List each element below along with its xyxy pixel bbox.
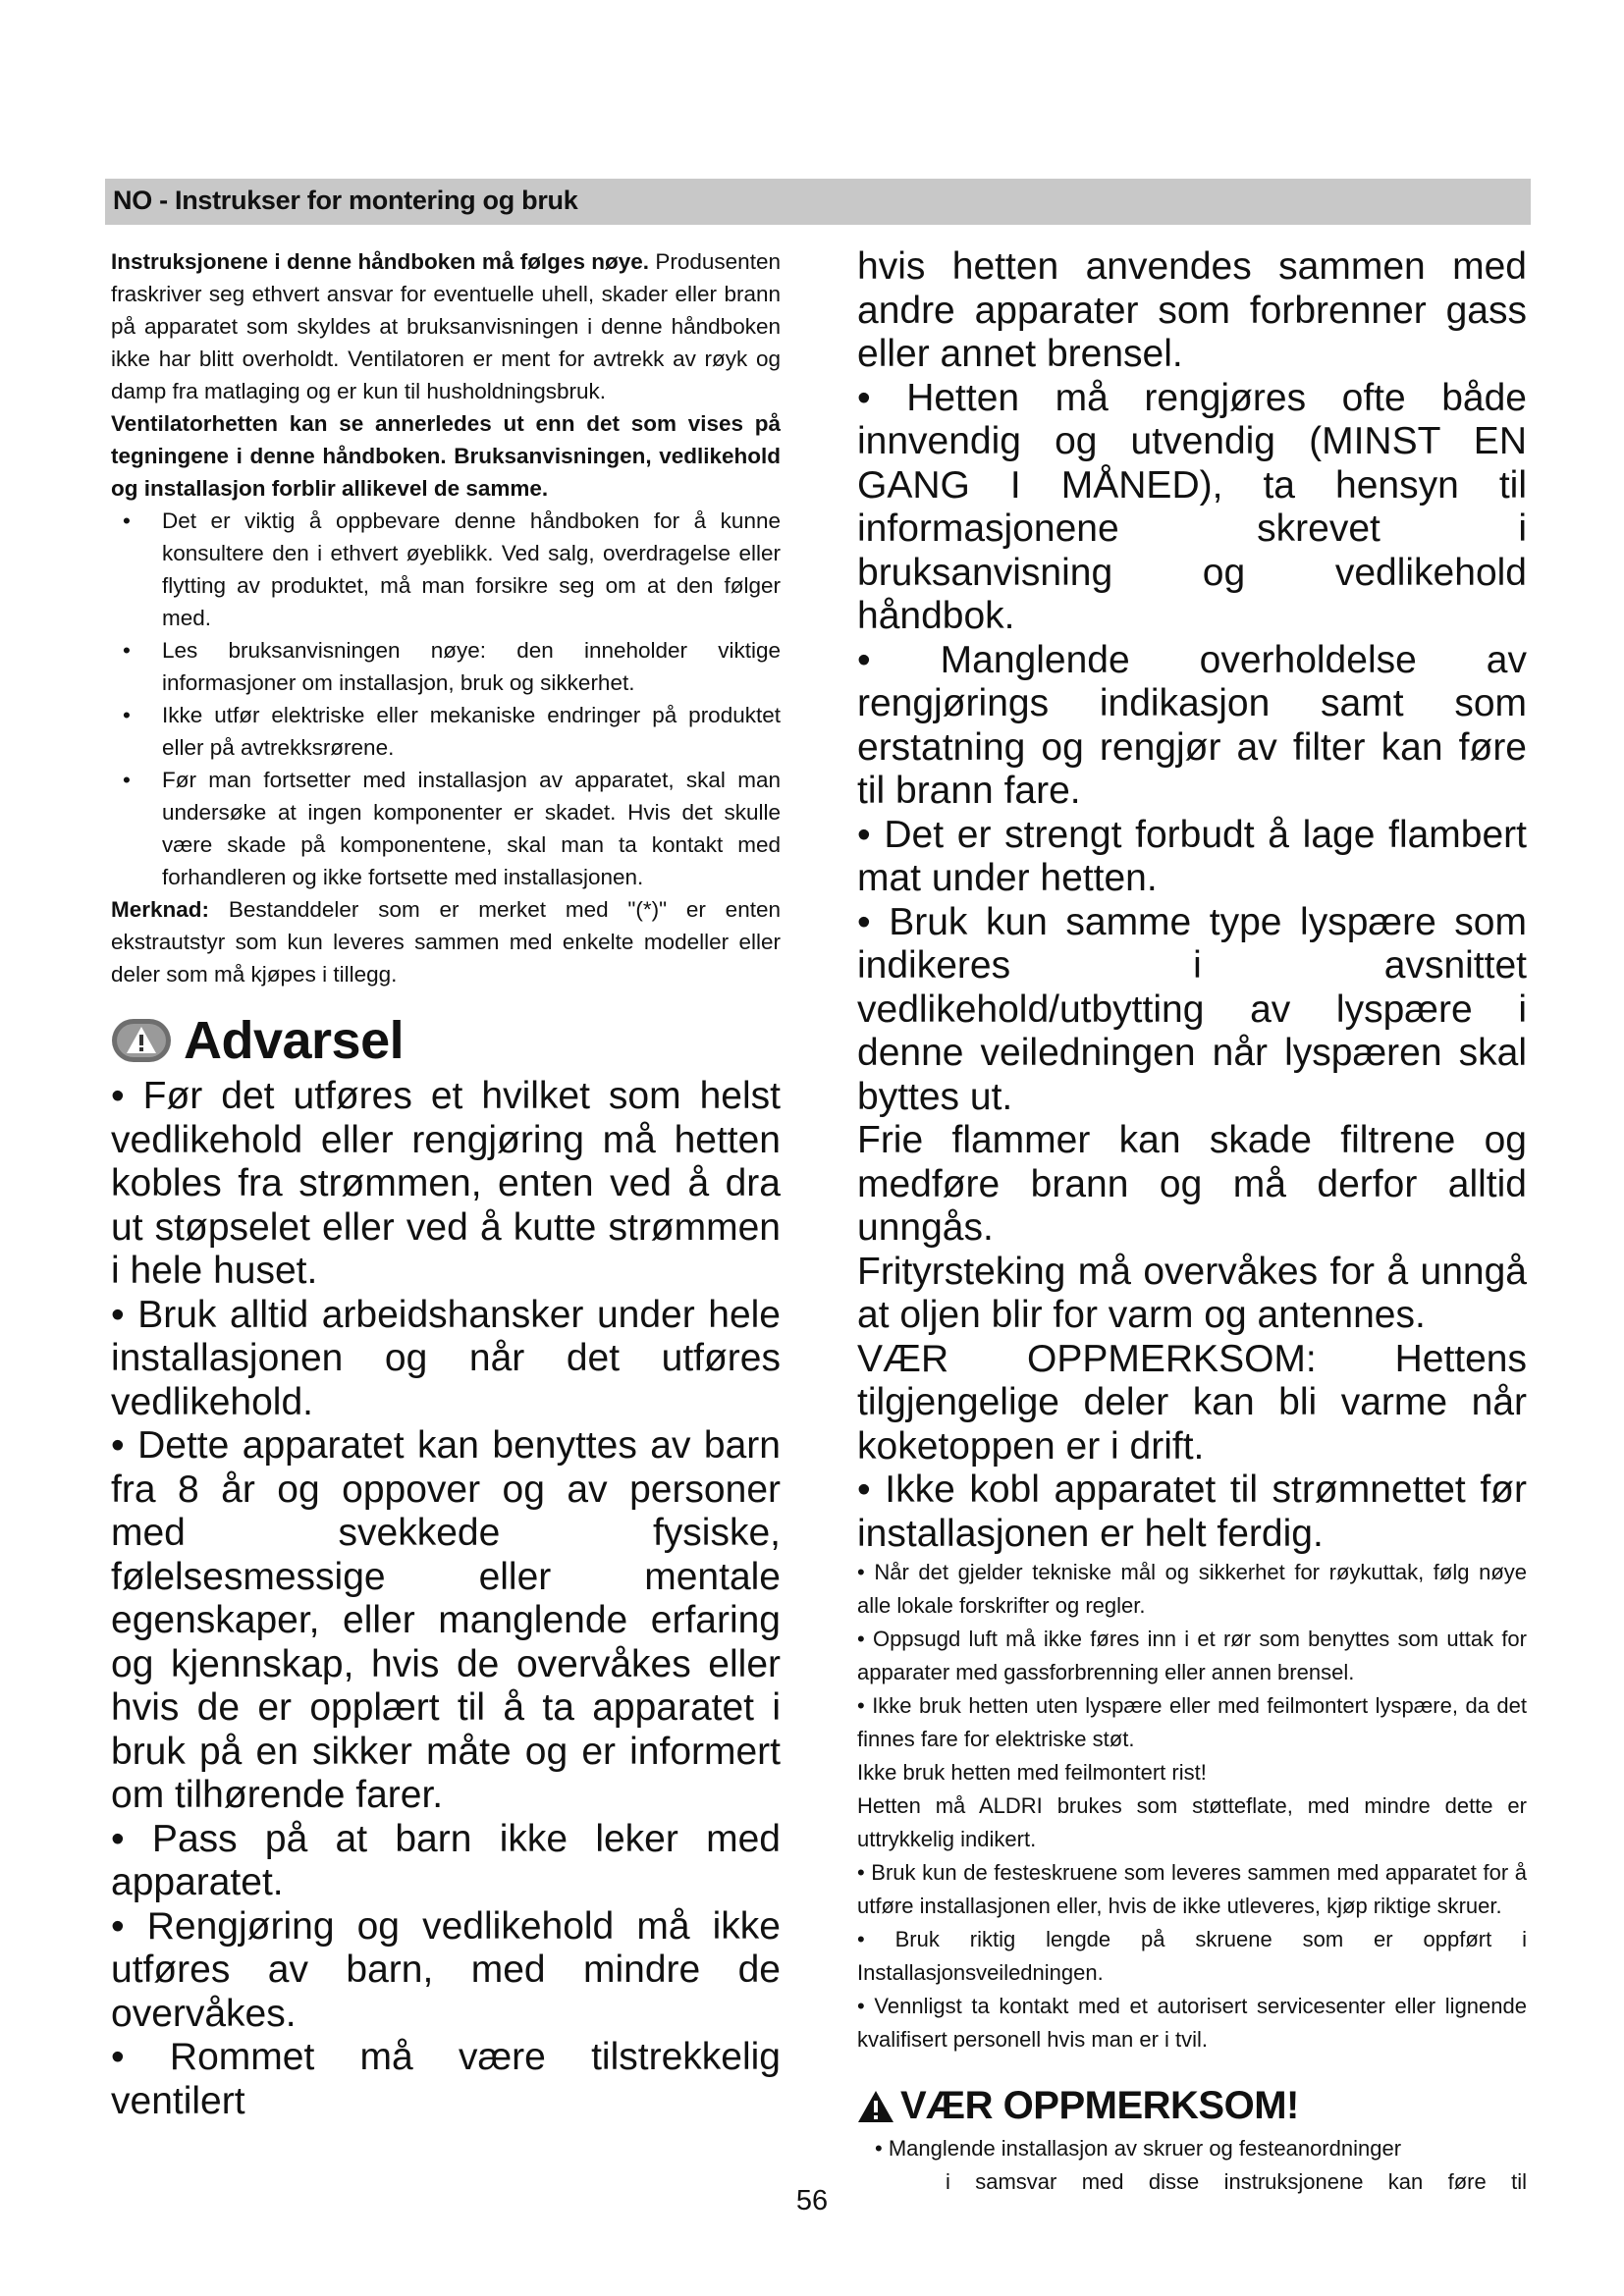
left-column [111,245,781,2123]
attention-item-continuation: i samsvar med disse instruksjonene kan føre til [946,2169,1527,2194]
warning-paragraph: • Rommet må være tilstrekkelig ventilert [111,2036,781,2122]
safety-note: Ikke bruk hetten med feilmontert rist! [857,1760,1207,1785]
warning-paragraph: • Bruk kun samme type lyspære som indikeres i avsnittet vedlikehold/utbytting av lyspære i denne veiledningen når lyspæren skal byttes ut. [857,900,1527,1118]
note-paragraph [111,893,781,990]
warning-paragraph: hvis hetten anvendes sammen med andre apparater som forbrenner gass eller annet brensel. [857,245,1527,375]
warning-triangle-icon [857,2090,894,2123]
warning-paragraph: • Pass på at barn ikke leker med apparatet. [111,1817,781,1903]
safety-note: • Ikke bruk hetten uten lyspære eller med feilmontert lyspære, da det finnes fare for elektriske støt. [857,1693,1527,1751]
warning-paragraph: • Bruk alltid arbeidshansker under hele installasjonen og når det utføres vedlikehold. [111,1293,781,1423]
attention-title: VÆR OPPMERKSOM! [900,2084,1299,2127]
warning-paragraph: • Hetten må rengjøres ofte både innvendig og utvendig (MINST EN GANG I MÅNED), ta hensyn til informasjonene skrevet i bruksanvisning og vedlikehold håndbok. [857,376,1527,637]
warning-text-block [111,1075,781,2123]
warning-paragraph: Frityrsteking må overvåkes for å unngå at oljen blir for varm og antennes. [857,1250,1527,1336]
bullet-icon: • [123,638,131,663]
intro-bold: Instruksjonene i denne håndboken må følges nøye. [111,249,650,274]
attention-item: • Manglende installasjon av skruer og festeanordninger [875,2136,1402,2161]
list-item [111,699,781,764]
bullet-icon: • [123,508,131,533]
list-item-text: Det er viktig å oppbevare denne håndboken for å kunne konsultere den i ethvert øyeblikk. Ved salg, overdragelse eller flytting av produktet, må man forsikre seg om at den følger med. [162,508,781,630]
warning-heading [111,1010,781,1071]
safety-note: • Bruk kun de festeskruene som leveres sammen med apparatet for å utføre installasjonen eller, hvis de ikke utleveres, kjøp riktige skruer. [857,1860,1527,1918]
list-item-text: Før man fortsetter med installasjon av apparatet, skal man undersøke at ingen komponenter er skadet. Hvis det skulle være skade på komponentene, skal man ta kontakt med forhandleren og ikke fortsette med installasjonen. [162,768,781,889]
list-item [111,634,781,699]
intro-paragraph [111,245,781,407]
bullet-icon: • [123,768,131,792]
list-item-text: Les bruksanvisningen nøye: den inneholder viktige informasjoner om installasjon, bruk og sikkerhet. [162,638,781,695]
safety-note: • Oppsugd luft må ikke føres inn i et rør som benyttes som uttak for apparater med gassforbrenning eller annen brensel. [857,1627,1527,1684]
note-label: Merknad: [111,897,210,922]
safety-note: • Vennligst ta kontakt med et autorisert servicesenter eller lignende kvalifisert personell hvis man er i tvil. [857,1994,1527,2052]
warning-paragraph: Frie flammer kan skade filtrene og medføre brann og må derfor alltid unngås. [857,1119,1527,1249]
right-warning-block [857,245,1527,1556]
page-number: 56 [795,2185,829,2216]
right-column [857,245,1527,2199]
safety-notes-block [857,1556,1527,2056]
warning-paragraph: • Rengjøring og vedlikehold må ikke utføres av barn, med mindre de overvåkes. [111,1904,781,2035]
bullet-icon: • [123,703,131,727]
intro-block [111,245,781,990]
warning-icon [111,1018,172,1063]
drawing-disclaimer: Ventilatorhetten kan se annerledes ut enn det som vises på tegningene i denne håndboken. Bruksanvisningen, vedlikehold og installasjon forblir allikevel de samme. [111,411,781,501]
intro-text: Produsenten fraskriver seg ethvert ansvar for eventuelle uhell, skader eller brann på apparatet som skyldes at bruksanvisningen i denne håndboken ikke har blitt overholdt. Ventilatoren er ment for avtrekk av røyk og damp fra matlaging og er kun til husholdningsbruk. [111,249,781,403]
safety-note: • Bruk riktig lengde på skruene som er oppført i Installasjonsveiledningen. [857,1927,1527,1985]
safety-note: Hetten må ALDRI brukes som støtteflate, med mindre dette er uttrykkelig indikert. [857,1793,1527,1851]
warning-paragraph: • Før det utføres et hvilket som helst vedlikehold eller rengjøring må hetten kobles fra strømmen, enten ved å dra ut støpselet eller ved å kutte strømmen i hele huset. [111,1075,781,1292]
list-item [111,764,781,893]
safety-note: • Når det gjelder tekniske mål og sikkerhet for røykuttak, følg nøye alle lokale forskrifter og regler. [857,1560,1527,1618]
warning-paragraph: • Dette apparatet kan benyttes av barn fra 8 år og oppover og av personer med svekkede fysiske, følelsesmessige eller mentale egenskaper, eller manglende erfaring og kjennskap, hvis de overvåkes eller hvis de er opplært til å ta apparatet i bruk på en sikker måte og er informert om tilhørende farer. [111,1424,781,1816]
warning-title: Advarsel [184,1011,405,1070]
section-header-bar [105,179,1531,225]
instruction-list [111,505,781,893]
warning-paragraph: VÆR OPPMERKSOM: Hettens tilgjengelige deler kan bli varme når koketoppen er i drift. [857,1337,1527,1468]
note-text: Bestanddeler som er merket med "(*)" er enten ekstrautstyr som kun leveres sammen med enkelte modeller eller deler som må kjøpes i tillegg. [111,897,781,987]
section-header-title: NO - Instrukser for montering og bruk [113,186,578,215]
warning-paragraph: • Det er strengt forbudt å lage flambert mat under hetten. [857,813,1527,899]
warning-paragraph: • Ikke kobl apparatet til strømnettet før installasjonen er helt ferdig. [857,1468,1527,1555]
list-item-text: Ikke utfør elektriske eller mekaniske endringer på produktet eller på avtrekksrørene. [162,703,781,760]
list-item [111,505,781,634]
warning-paragraph: • Manglende overholdelse av rengjørings indikasjon samt som erstatning og rengjør av filter kan føre til brann fare. [857,638,1527,812]
attention-heading [857,2084,1527,2128]
